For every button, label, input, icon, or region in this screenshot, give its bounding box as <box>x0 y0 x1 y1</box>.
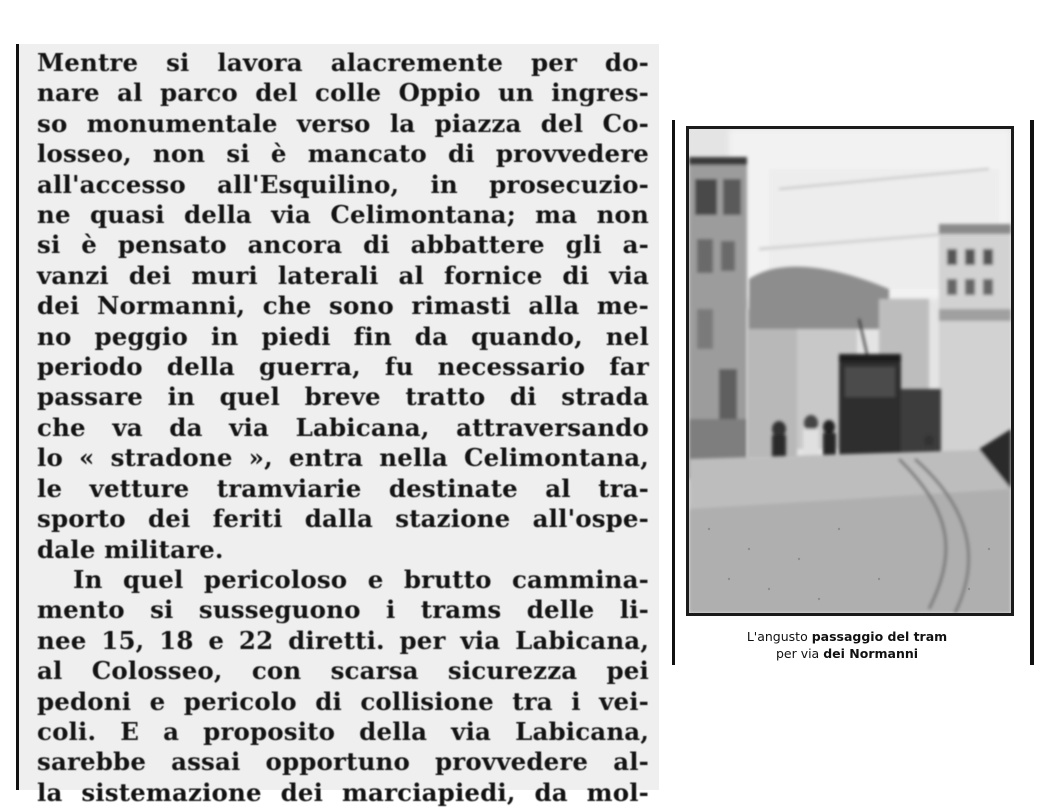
article-line: ne quasi della via Celimontana; ma non <box>37 200 649 230</box>
article-line: al Colosseo, con scarsa sicurezza pei <box>37 656 649 686</box>
caption-line <box>682 645 1012 662</box>
article-line: pedoni e pericolo di collisione tra i vei- <box>37 686 649 716</box>
photo-caption <box>682 628 1012 662</box>
article-line: sporto dei feriti dalla stazione all'ospe- <box>37 504 649 534</box>
article-line: passare in quel breve tratto di strada <box>37 382 649 412</box>
article-line: Mentre si lavora alacremente per do- <box>37 48 649 77</box>
article-line: si è pensato ancora di abbattere gli a- <box>37 230 649 260</box>
article-line: nare al parco del colle Oppio un ingres- <box>37 78 649 108</box>
caption-line <box>682 628 1012 645</box>
caption-text: dei Normanni <box>823 646 919 661</box>
column-rule <box>672 120 675 665</box>
article-line: lo « stradone », entra nella Celimontana, <box>37 443 649 473</box>
caption-text: passaggio del tram <box>811 629 948 644</box>
article-line: coli. E a proposito della via Labicana, <box>37 716 649 746</box>
street-photo <box>686 126 1014 616</box>
article-line: losseo, non si è mancato di provvedere <box>37 139 649 169</box>
photo-block <box>672 112 1038 668</box>
article-line: dale militare. <box>37 534 224 564</box>
article-line: so monumentale verso la piazza del Co- <box>37 108 649 138</box>
article-line: la sistemazione dei marciapiedi, da mol- <box>37 777 649 807</box>
column-rule <box>1030 120 1034 665</box>
article-body <box>37 48 649 808</box>
caption-text: L'angusto <box>746 629 808 644</box>
caption-text: per via <box>775 646 820 661</box>
article-line: che va da via Labicana, attraversando <box>37 412 649 442</box>
article-line: le vetture tramviarie destinate al tra- <box>37 473 649 503</box>
article-line: sarebbe assai opportuno provvedere al- <box>37 747 649 777</box>
article-line: periodo della guerra, fu necessario far <box>37 352 649 382</box>
article-line: vanzi dei muri laterali al fornice di via <box>37 260 649 290</box>
article-line: nee 15, 18 e 22 diretti. per via Labicana, <box>37 625 649 655</box>
article-line: no peggio in piedi fin da quando, nel <box>37 321 649 351</box>
article-column <box>16 44 659 807</box>
article-line: dei Normanni, che sono rimasti alla me- <box>37 291 649 321</box>
article-line: mento si susseguono i trams delle li- <box>37 595 649 625</box>
article-line: In quel pericoloso e brutto camminа- <box>73 564 649 594</box>
article-line: all'accesso all'Esquilino, in prosecuzio- <box>37 169 649 199</box>
